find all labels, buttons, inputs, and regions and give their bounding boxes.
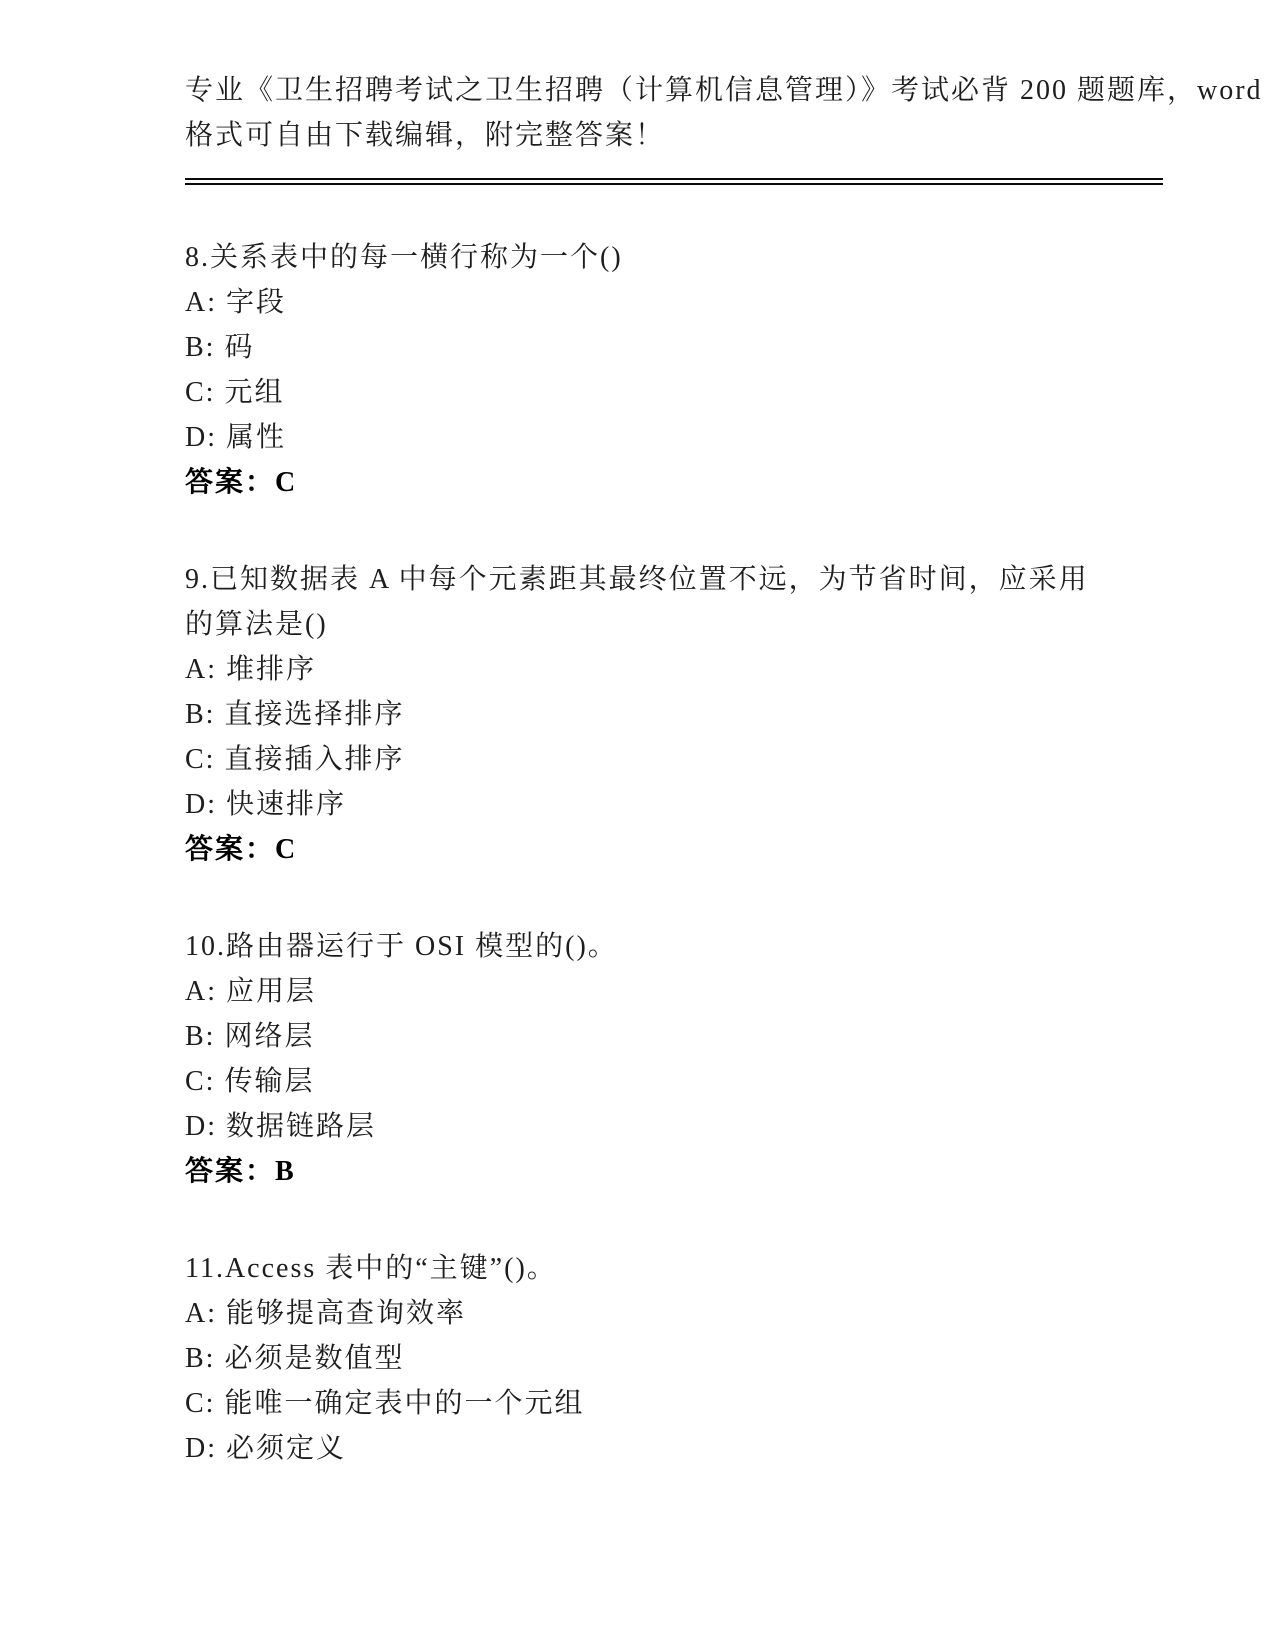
double-rule-separator [185, 178, 1163, 185]
option-c: C: 能唯一确定表中的一个元组 [185, 1388, 585, 1419]
questions-list [185, 235, 1125, 1471]
header-line: 专业《卫生招聘考试之卫生招聘（计算机信息管理）》考试必背 200 题题库，word [185, 75, 1263, 106]
answer-text: 答案：C [185, 467, 298, 498]
question-text: 9.已知数据表 A 中每个元素距其最终位置不远，为节省时间，应采用 [185, 564, 1089, 595]
document-body [185, 68, 1263, 1471]
option-c: C: 传输层 [185, 1066, 315, 1097]
question-block-9 [185, 557, 1125, 872]
option-a: A: 堆排序 [185, 654, 317, 685]
answer-text: 答案：B [185, 1156, 296, 1187]
question-block-10 [185, 924, 1125, 1194]
option-d: D: 必须定义 [185, 1433, 347, 1464]
question-text-continued: 的算法是() [185, 609, 328, 640]
option-c: C: 元组 [185, 377, 285, 408]
option-a: A: 应用层 [185, 976, 317, 1007]
option-b: B: 码 [185, 332, 255, 363]
answer-text: 答案：C [185, 834, 298, 865]
option-c: C: 直接插入排序 [185, 744, 405, 775]
option-d: D: 快速排序 [185, 789, 347, 820]
option-d: D: 数据链路层 [185, 1111, 377, 1142]
option-a: A: 字段 [185, 287, 287, 318]
question-text: 8.关系表中的每一横行称为一个() [185, 242, 623, 273]
option-b: B: 必须是数值型 [185, 1343, 405, 1374]
header-line: 格式可自由下载编辑，附完整答案！ [185, 120, 666, 151]
option-a: A: 能够提高查询效率 [185, 1298, 467, 1329]
option-b: B: 直接选择排序 [185, 699, 405, 730]
question-text: 10.路由器运行于 OSI 模型的()。 [185, 931, 618, 962]
option-d: D: 属性 [185, 422, 287, 453]
option-b: B: 网络层 [185, 1021, 315, 1052]
document-header [185, 68, 1263, 158]
question-text: 11.Access 表中的“主键”()。 [185, 1253, 557, 1284]
question-block-11 [185, 1246, 1125, 1471]
question-block-8 [185, 235, 1125, 505]
